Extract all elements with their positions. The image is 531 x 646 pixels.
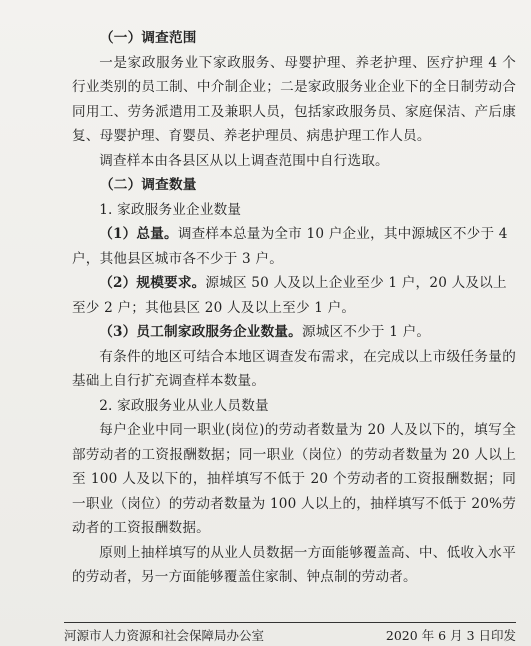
scale-label: （2）规模要求。 — [99, 275, 206, 291]
scale-text: 源城区 50 人及以上企业至少 1 户，20 人及以上至少 2 户；其他县区 20 人及以上至少 1 户。 — [72, 275, 507, 316]
document-body — [72, 26, 516, 590]
footer — [64, 626, 516, 644]
scope-paragraph: 一是家政服务业下家政服务、母婴护理、养老护理、医疗护理 4 个行业类别的员工制、中介制企业；二是家政服务业企业下的全日制劳动合同用工、劳务派遣用工及兼职人员，包括家政服务员、家庭保洁、产后康复、母婴护理、育婴员、养老护理员、病患护理工作人员。 — [72, 54, 516, 144]
footer-divider — [64, 622, 516, 623]
scope-heading: （一）调查范围 — [100, 30, 197, 46]
worker-count-subheading: 2. 家政服务业从业人员数量 — [99, 397, 269, 414]
total-item — [72, 222, 516, 271]
quantity-heading: （二）调查数量 — [100, 177, 197, 193]
scale-item — [72, 271, 516, 320]
scope-selection-paragraph: 调查样本由各县区从以上调查范围中自行选取。 — [99, 152, 389, 169]
optional-expansion-paragraph: 有条件的地区可结合本地区调查发布需求，在完成以上市级任务量的基础上自行扩充调查样本数量。 — [72, 348, 516, 389]
staff-enterprise-label: （3）员工制家政服务企业数量。 — [99, 324, 302, 340]
staff-enterprise-text: 源城区不少于 1 户。 — [301, 324, 431, 340]
staff-enterprise-item — [72, 320, 516, 345]
enterprise-count-subheading: 1. 家政服务业企业数量 — [99, 201, 242, 218]
total-label: （1）总量。 — [99, 226, 178, 242]
sampling-principle-paragraph: 原则上抽样填写的从业人员数据一方面能够覆盖高、中、低收入水平的劳动者，另一方面能够覆盖住家制、钟点制的劳动者。 — [72, 544, 516, 585]
total-text: 调查样本总量为全市 10 户企业，其中源城区不少于 4 户，其他县区城市各不少于 3 户。 — [72, 226, 508, 267]
worker-sampling-paragraph: 每户企业中同一职业(岗位)的劳动者数量为 20 人及以下的，填写全部劳动者的工资报酬数据；同一职业（岗位）的劳动者数量为 20 人以上至 100 人及以下的，抽样填写不低于 20 个劳动者的工资报酬数据；同一职业（岗位）的劳动者数量为 100 人以上的，抽样填写不低于 20%劳动者的工资报酬数据。 — [72, 422, 516, 536]
issuer: 河源市人力资源和社会保障局办公室 — [64, 628, 265, 643]
issue-date: 2020 年 6 月 3 日印发 — [385, 628, 516, 643]
